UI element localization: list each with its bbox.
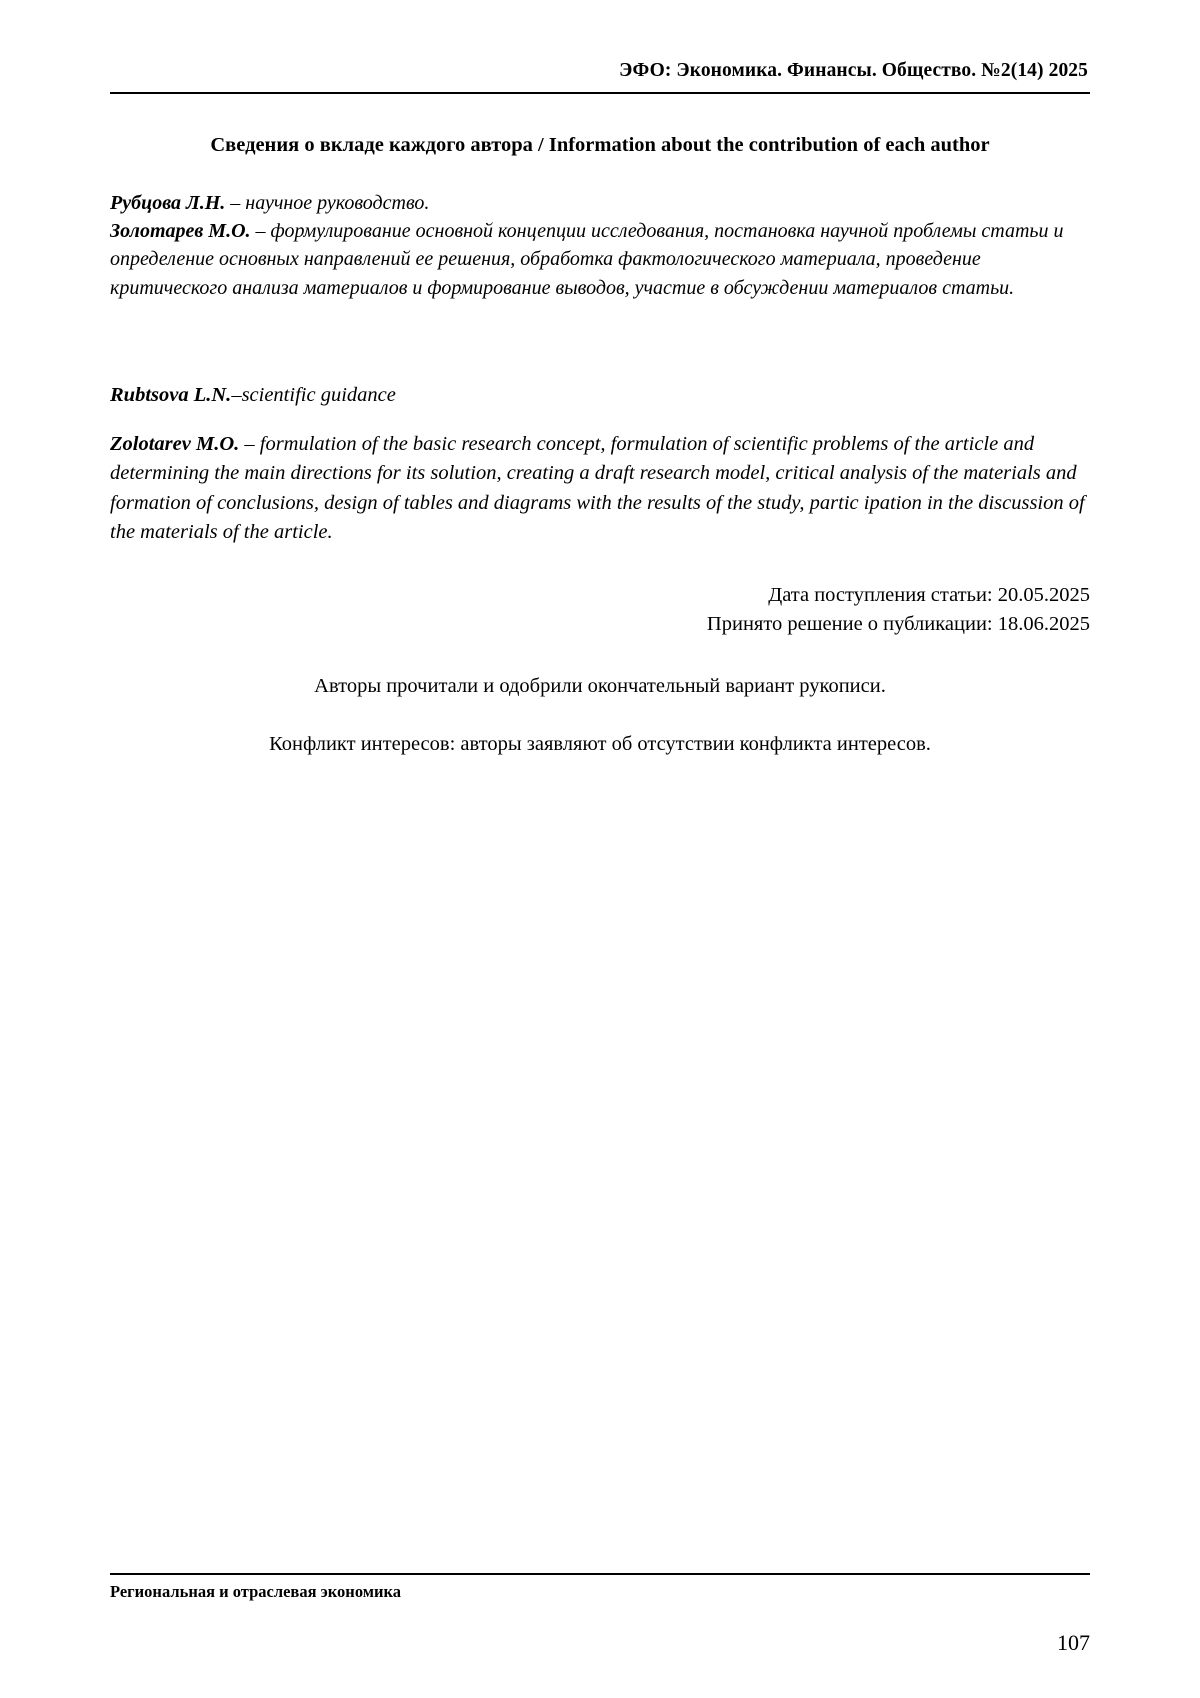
russian-contributions-block	[110, 189, 1090, 303]
section-title: Сведения о вкладе каждого автора / Information about the contribution of each author	[210, 134, 990, 156]
author-contribution-text: – formulation of the basic research concept, formulation of scientific problems of the article and determining the main directions for its solution, creating a draft research model, critical analysis of the materials and formation of conclusions, design of tables and diagrams with the results of the study, partic ipation in the discussion of the materials of the article.	[110, 433, 1085, 543]
author-contribution-text: – формулирование основной концепции исследования, постановка научной проблемы статьи и определение основных направлений ее решения, обработка фактологического материала, проведение критического анализа материалов и формирование выводов, участие в обсуждении материалов статьи.	[110, 220, 1064, 299]
contribution-entry	[110, 381, 1090, 410]
footer-divider	[110, 1573, 1090, 1575]
page-content	[110, 132, 1090, 760]
contribution-entry	[110, 189, 1090, 217]
date-accepted: Принято решение о публикации: 18.06.2025	[706, 613, 1090, 636]
author-name: Рубцова Л.Н.	[110, 191, 226, 214]
page-number: 107	[1057, 1630, 1090, 1655]
author-name: Zolotarev M.O.	[110, 433, 240, 456]
author-contribution-text: – научное руководство.	[225, 191, 430, 214]
contribution-entry	[110, 217, 1090, 302]
footer-section-label: Региональная и отраслевая экономика	[110, 1582, 402, 1601]
author-name: Rubtsova L.N.	[110, 383, 232, 406]
author-contribution-text: –scientific guidance	[231, 383, 396, 406]
contribution-entry	[110, 430, 1090, 546]
approval-note: Авторы прочитали и одобрили окончательный вариант рукописи.	[314, 675, 886, 698]
submission-dates	[110, 581, 1090, 640]
page-footer	[110, 1573, 1090, 1602]
block-spacer	[110, 302, 1090, 360]
author-name: Золотарев М.О.	[110, 220, 251, 243]
header-divider	[110, 92, 1090, 94]
date-received: Дата поступления статьи: 20.05.2025	[768, 583, 1090, 606]
page-header	[110, 0, 1090, 94]
english-contributions-block	[110, 381, 1090, 547]
conflict-of-interest-note: Конфликт интересов: авторы заявляют об отсутствии конфликта интересов.	[269, 732, 931, 755]
journal-header-text: ЭФО: Экономика. Финансы. Общество. №2(14) 2025	[619, 60, 1088, 81]
